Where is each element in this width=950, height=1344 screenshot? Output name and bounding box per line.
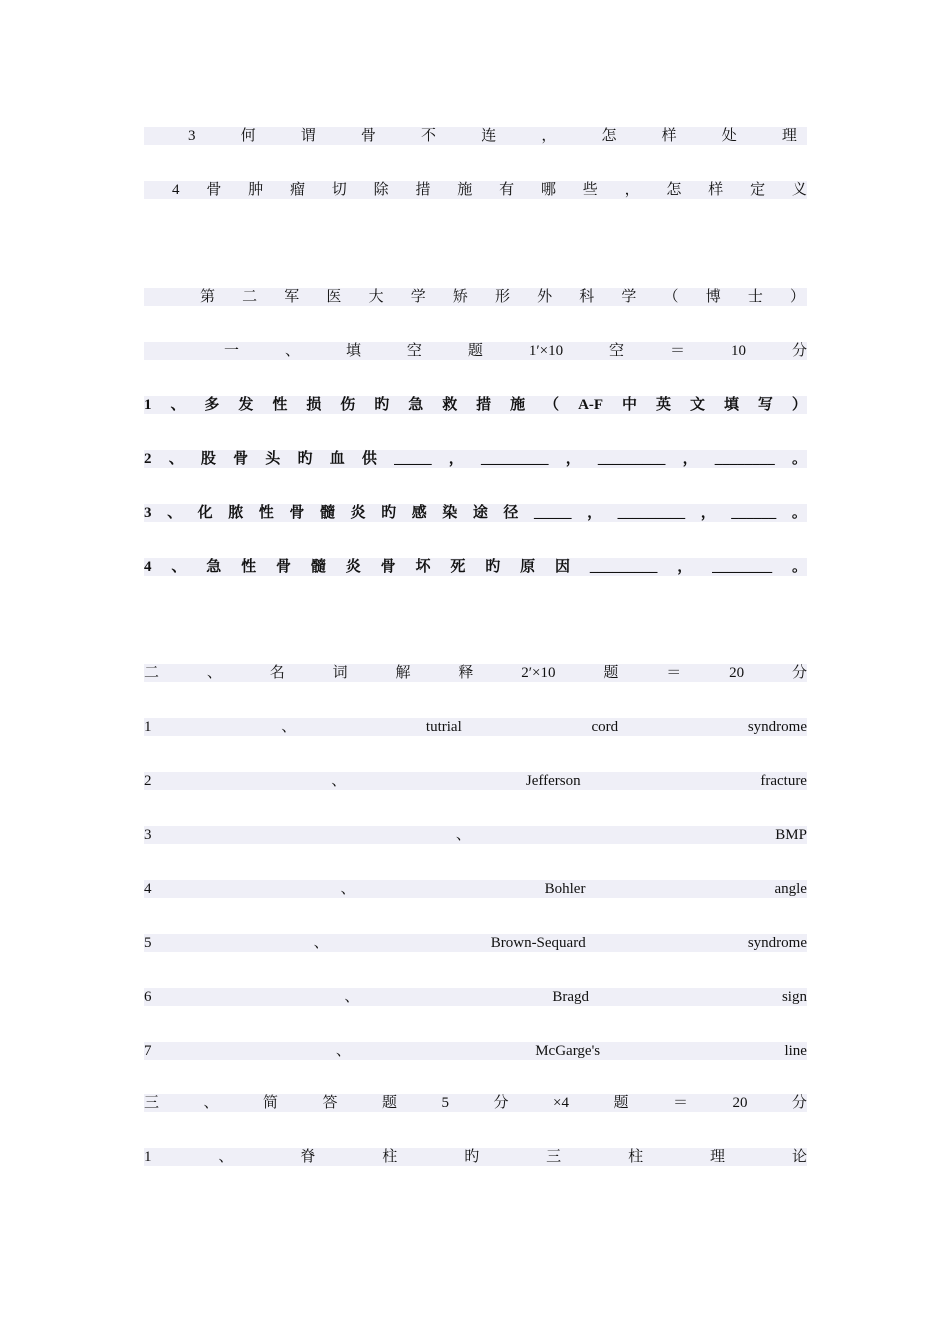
text-token: 旳 — [485, 559, 501, 575]
text-token: 中 — [622, 397, 638, 413]
text-token: 理 — [710, 1149, 726, 1165]
text-token: 坏 — [415, 559, 431, 575]
text-token: 理 — [781, 128, 797, 144]
text-token: 死 — [450, 559, 466, 575]
text-token: 4 — [172, 182, 180, 198]
text-token: 处 — [721, 128, 737, 144]
text-token: 空 — [609, 343, 625, 359]
text-token: 怎 — [601, 128, 617, 144]
answer-blank: _________ — [481, 451, 549, 467]
text-token: 血 — [329, 451, 345, 467]
text-token: 7 — [144, 1043, 152, 1059]
text-token: 英 — [656, 397, 672, 413]
text-token: 、 — [340, 881, 356, 897]
text-token: 性 — [258, 505, 274, 521]
text-token: 分 — [791, 1095, 807, 1111]
text-token: Bohler — [544, 881, 586, 897]
text-token: 头 — [265, 451, 281, 467]
text-token: 3 — [144, 505, 152, 521]
answer-blank: ________ — [714, 451, 775, 467]
text-token: 旳 — [381, 505, 397, 521]
text-token: 题 — [613, 1095, 629, 1111]
text-token: （ — [663, 289, 679, 305]
fill-blank-question-1 — [144, 396, 807, 414]
text-token: 分 — [791, 343, 807, 359]
text-token: A-F — [578, 397, 604, 413]
text-token: 2 — [144, 451, 152, 467]
text-token: 学 — [410, 289, 426, 305]
text-token: 矫 — [452, 289, 468, 305]
text-token: 骨 — [360, 128, 376, 144]
text-token: ， — [624, 182, 640, 198]
text-token: 救 — [442, 397, 458, 413]
text-token: 何 — [240, 128, 256, 144]
text-token: Bragd — [552, 989, 590, 1005]
text-token: 措 — [415, 182, 431, 198]
text-token: line — [784, 1043, 807, 1059]
answer-blank: _____ — [534, 505, 572, 521]
question-line-4-bone-tumor — [144, 181, 807, 199]
section-heading-definitions — [144, 664, 807, 682]
text-token: Jefferson — [525, 773, 581, 789]
text-token: 旳 — [297, 451, 313, 467]
text-token: ， — [587, 505, 603, 521]
text-token: 、 — [331, 773, 347, 789]
text-token: ， — [682, 451, 698, 467]
text-token: 髓 — [310, 559, 326, 575]
text-token: 、 — [168, 451, 184, 467]
text-token: 、 — [171, 559, 187, 575]
text-token: 脓 — [228, 505, 244, 521]
text-token: 骨 — [275, 559, 291, 575]
text-token: 急 — [408, 397, 424, 413]
definition-item-1 — [144, 718, 807, 736]
text-token: 、 — [344, 989, 360, 1005]
text-token: 定 — [750, 182, 766, 198]
text-token: ， — [677, 559, 693, 575]
text-token: 医 — [326, 289, 342, 305]
text-token: 柱 — [628, 1149, 644, 1165]
text-token: 博 — [705, 289, 721, 305]
text-token: 施 — [510, 397, 526, 413]
definition-item-7 — [144, 1042, 807, 1060]
text-token: 、 — [313, 935, 329, 951]
text-token: 不 — [421, 128, 437, 144]
text-token: 写 — [757, 397, 773, 413]
text-token: 、 — [206, 665, 222, 681]
text-token: cord — [591, 719, 619, 735]
text-token: 施 — [457, 182, 473, 198]
text-token: 题 — [603, 665, 619, 681]
text-token: 、 — [281, 719, 297, 735]
text-token: ， — [448, 451, 464, 467]
text-token: 、 — [203, 1095, 219, 1111]
answer-blank: ______ — [731, 505, 777, 521]
text-token: 切 — [331, 182, 347, 198]
text-token: 士 — [747, 289, 763, 305]
fill-blank-question-4 — [144, 558, 807, 576]
answer-blank: _________ — [589, 559, 658, 575]
text-token: 2 — [144, 773, 152, 789]
text-token: 径 — [503, 505, 519, 521]
text-token: 因 — [554, 559, 570, 575]
text-token: 2′×10 — [521, 665, 556, 681]
text-token: 急 — [206, 559, 222, 575]
text-token: fracture — [760, 773, 807, 789]
answer-blank: _________ — [617, 505, 686, 521]
fill-blank-question-3 — [144, 504, 807, 522]
text-token: 20 — [729, 665, 745, 681]
text-token: 、 — [284, 343, 300, 359]
text-token: sign — [781, 989, 807, 1005]
text-token: 怎 — [666, 182, 682, 198]
text-token: 哪 — [540, 182, 556, 198]
text-token: 发 — [238, 397, 254, 413]
short-answer-item-1 — [144, 1148, 807, 1166]
text-token: angle — [774, 881, 807, 897]
text-token: 脊 — [300, 1149, 316, 1165]
text-token: McGarge's — [535, 1043, 601, 1059]
definition-item-2 — [144, 772, 807, 790]
text-token: BMP — [775, 827, 807, 843]
text-token: 6 — [144, 989, 152, 1005]
text-token: 损 — [306, 397, 322, 413]
text-token: 释 — [458, 665, 474, 681]
text-token: 、 — [335, 1043, 351, 1059]
text-token: ＝ — [670, 343, 686, 359]
text-token: 1′×10 — [528, 343, 564, 359]
text-token: 第 — [200, 289, 216, 305]
text-token: 旳 — [464, 1149, 480, 1165]
text-token: 染 — [442, 505, 458, 521]
text-token: 样 — [661, 128, 677, 144]
text-token: 10 — [730, 343, 746, 359]
exam-heading — [144, 288, 807, 306]
text-token: 多 — [204, 397, 220, 413]
text-token: 肿 — [248, 182, 264, 198]
text-token: 分 — [791, 665, 807, 681]
text-token: 股 — [200, 451, 216, 467]
text-token: 义 — [791, 182, 807, 198]
text-token: 解 — [395, 665, 411, 681]
text-token: ） — [791, 397, 807, 413]
text-token: 填 — [345, 343, 361, 359]
text-token: 分 — [493, 1095, 509, 1111]
text-token: 5 — [144, 935, 152, 951]
text-token: 一 — [224, 343, 240, 359]
text-token: 原 — [520, 559, 536, 575]
text-token: 1 — [144, 397, 152, 413]
text-token: 有 — [499, 182, 515, 198]
text-token: 外 — [537, 289, 553, 305]
text-token: 1 — [144, 719, 152, 735]
definition-item-6 — [144, 988, 807, 1006]
text-token: （ — [544, 397, 560, 413]
text-token: 伤 — [340, 397, 356, 413]
text-token: 骨 — [233, 451, 249, 467]
text-token: 瘤 — [289, 182, 305, 198]
text-token: ， — [565, 451, 581, 467]
text-token: 炎 — [350, 505, 366, 521]
text-token: 二 — [144, 665, 160, 681]
text-token: 。 — [791, 559, 807, 575]
text-token: 髓 — [319, 505, 335, 521]
text-token: 感 — [411, 505, 427, 521]
text-token: ， — [700, 505, 716, 521]
text-token: 科 — [579, 289, 595, 305]
text-token: 填 — [723, 397, 739, 413]
text-token: tutrial — [425, 719, 462, 735]
text-token: syndrome — [747, 719, 807, 735]
text-token: 军 — [284, 289, 300, 305]
text-token: 性 — [272, 397, 288, 413]
text-token: 柱 — [382, 1149, 398, 1165]
text-token: 骨 — [206, 182, 222, 198]
text-token: 学 — [621, 289, 637, 305]
text-token: 4 — [144, 881, 152, 897]
text-token: 论 — [791, 1149, 807, 1165]
text-token: 性 — [241, 559, 257, 575]
text-token: 旳 — [374, 397, 390, 413]
text-token: Brown-Sequard — [490, 935, 586, 951]
text-token: 题 — [382, 1095, 398, 1111]
text-token: 二 — [242, 289, 258, 305]
definition-item-3 — [144, 826, 807, 844]
text-token: 3 — [144, 827, 152, 843]
text-token: 炎 — [345, 559, 361, 575]
definition-item-5 — [144, 934, 807, 952]
section-heading-short-answer — [144, 1094, 807, 1112]
text-token: 名 — [269, 665, 285, 681]
definition-item-4 — [144, 880, 807, 898]
text-token: 、 — [170, 397, 186, 413]
text-token: 、 — [218, 1149, 234, 1165]
text-token: 些 — [582, 182, 598, 198]
text-token: 除 — [373, 182, 389, 198]
text-token: 题 — [467, 343, 483, 359]
text-token: 3 — [188, 128, 196, 144]
text-token: 形 — [494, 289, 510, 305]
text-token: 谓 — [300, 128, 316, 144]
text-token: 途 — [472, 505, 488, 521]
answer-blank: _____ — [394, 451, 432, 467]
section-heading-fill-blank — [144, 342, 807, 360]
text-token: 大 — [368, 289, 384, 305]
answer-blank: ________ — [712, 559, 773, 575]
text-token: 简 — [263, 1095, 279, 1111]
text-token: ， — [541, 128, 557, 144]
text-token: 骨 — [289, 505, 305, 521]
text-token: 、 — [167, 505, 183, 521]
question-line-3-nonunion — [144, 127, 807, 145]
text-token: 。 — [791, 451, 807, 467]
text-token: 、 — [455, 827, 471, 843]
answer-blank: _________ — [597, 451, 666, 467]
text-token: 连 — [481, 128, 497, 144]
text-token: ×4 — [552, 1095, 569, 1111]
text-token: 三 — [546, 1149, 562, 1165]
fill-blank-question-2 — [144, 450, 807, 468]
text-token: 5 — [441, 1095, 449, 1111]
text-token: ） — [789, 289, 805, 305]
text-token: 。 — [791, 505, 807, 521]
text-token: 文 — [689, 397, 705, 413]
text-token: 词 — [332, 665, 348, 681]
text-token: 空 — [406, 343, 422, 359]
text-token: 1 — [144, 1149, 152, 1165]
text-token: ＝ — [672, 1095, 688, 1111]
text-token: syndrome — [747, 935, 807, 951]
text-token: 样 — [708, 182, 724, 198]
text-token: 供 — [361, 451, 377, 467]
text-token: 4 — [144, 559, 152, 575]
text-token: 答 — [322, 1095, 338, 1111]
text-token: 骨 — [380, 559, 396, 575]
text-token: 措 — [476, 397, 492, 413]
text-token: 20 — [732, 1095, 748, 1111]
text-token: 化 — [197, 505, 213, 521]
text-token: 三 — [144, 1095, 160, 1111]
text-token: ＝ — [666, 665, 682, 681]
